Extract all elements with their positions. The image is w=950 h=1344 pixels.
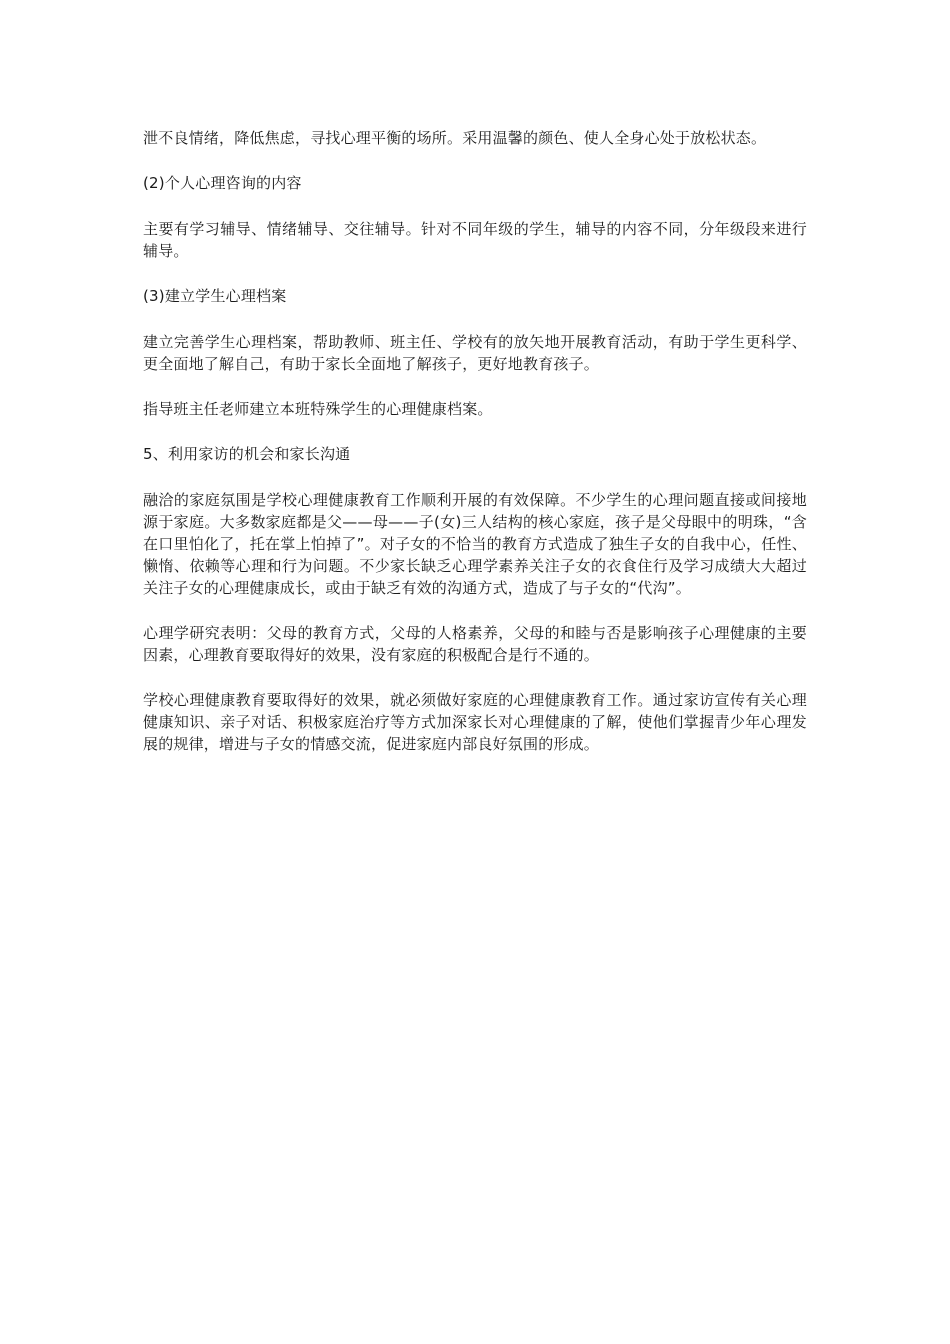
- paragraph-relaxation-room: 泄不良情绪，降低焦虑，寻找心理平衡的场所。采用温馨的颜色、使人全身心处于放松状态。: [143, 129, 767, 147]
- heading-student-records: (3)建立学生心理档案: [143, 287, 287, 305]
- paragraph-research-findings: 心理学研究表明：父母的教育方式，父母的人格素养，父母的和睦与否是影响孩子心理健康的主要因素，心理教育要取得好的效果，没有家庭的积极配合是行不通的。: [143, 624, 807, 664]
- paragraph-counseling-content: 主要有学习辅导、情绪辅导、交往辅导。针对不同年级的学生，辅导的内容不同，分年级段来进行辅导。: [143, 220, 807, 260]
- document-page: [143, 127, 807, 778]
- heading-personal-counseling: (2)个人心理咨询的内容: [143, 174, 302, 192]
- paragraph-family-atmosphere: 融洽的家庭氛围是学校心理健康教育工作顺利开展的有效保障。不少学生的心理问题直接或间接地源于家庭。大多数家庭都是父——母——子(女)三人结构的核心家庭，孩子是父母眼中的明珠，“含在口里怕化了，托在掌上怕掉了”。对子女的不恰当的教育方式造成了独生子女的自我中心，任性、懒惰、依赖等心理和行为问题。不少家长缺乏心理学素养关注子女的衣食住行及学习成绩大大超过关注子女的心理健康成长，或由于缺乏有效的沟通方式，造成了与子女的“代沟”。: [143, 491, 807, 597]
- paragraph-student-records: 建立完善学生心理档案，帮助教师、班主任、学校有的放矢地开展教育活动，有助于学生更科学、更全面地了解自己，有助于家长全面地了解孩子，更好地教育孩子。: [143, 333, 807, 373]
- paragraph-special-students: 指导班主任老师建立本班特殊学生的心理健康档案。: [143, 400, 493, 418]
- paragraph-family-education: 学校心理健康教育要取得好的效果，就必须做好家庭的心理健康教育工作。通过家访宣传有关心理健康知识、亲子对话、积极家庭治疗等方式加深家长对心理健康的了解，使他们掌握青少年心理发展的规律，增进与子女的情感交流，促进家庭内部良好氛围的形成。: [143, 691, 807, 753]
- heading-home-visits: 5、利用家访的机会和家长沟通: [143, 445, 351, 463]
